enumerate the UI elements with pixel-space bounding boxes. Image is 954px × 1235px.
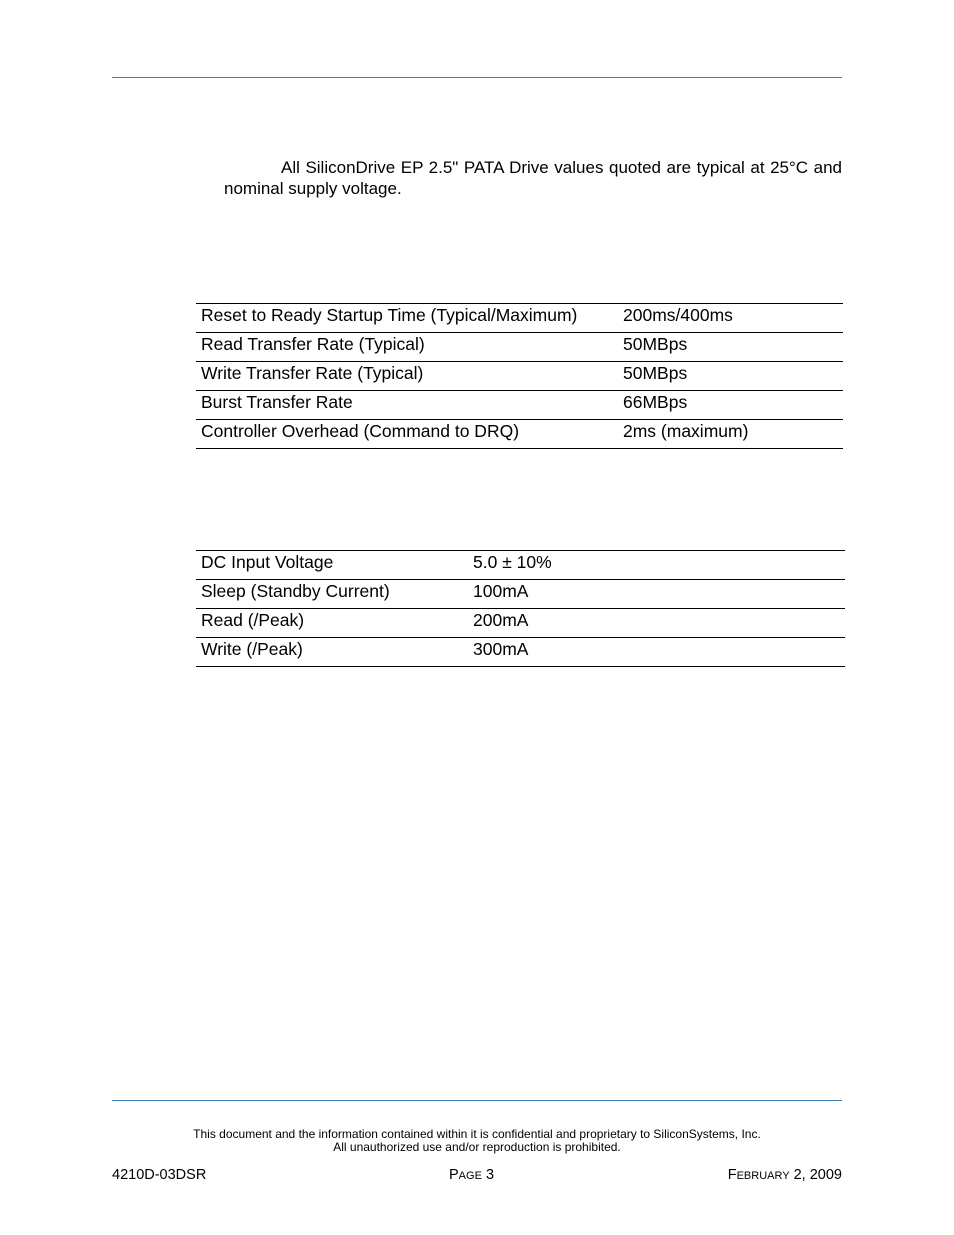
table-row [196, 638, 845, 667]
table-cell: DC Input Voltage [196, 551, 468, 580]
table-cell: Read (/Peak) [196, 609, 468, 638]
page-number-value: 3 [485, 1167, 495, 1183]
disclaimer-line: This document and the information contained within it is confidential and proprietary to SiliconSystems, Inc. [193, 1127, 761, 1141]
table-cell: 50MBps [618, 333, 843, 362]
table-cell: Reset to Ready Startup Time (Typical/Maximum) [196, 304, 618, 333]
table-cell: 5.0 ± 10% [468, 551, 845, 580]
table-row [196, 391, 843, 420]
table-cell: 200ms/400ms [618, 304, 843, 333]
table-cell: Read Transfer Rate (Typical) [196, 333, 618, 362]
table-cell: 50MBps [618, 362, 843, 391]
table-cell: 200mA [468, 609, 845, 638]
date-month-rest: EBRUARY [736, 1170, 790, 1182]
footer-rule [112, 1100, 842, 1101]
table-cell: Write (/Peak) [196, 638, 468, 667]
table-row [196, 420, 843, 449]
table-cell: 2ms (maximum) [618, 420, 843, 449]
performance-table [196, 303, 843, 449]
header-rule [112, 77, 842, 78]
intro-paragraph: All SiliconDrive EP 2.5" PATA Drive values quoted are typical at 25°C and nominal supply voltage. [224, 158, 842, 198]
table-cell: Controller Overhead (Command to DRQ) [196, 420, 618, 449]
power-table [196, 550, 845, 667]
table-cell: Sleep (Standby Current) [196, 580, 468, 609]
table-row [196, 609, 845, 638]
table-row [196, 362, 843, 391]
page-label-cap: P [449, 1167, 459, 1183]
table-row [196, 304, 843, 333]
table-cell: 100mA [468, 580, 845, 609]
date-tail: 2, 2009 [793, 1167, 842, 1183]
table-cell: Write Transfer Rate (Typical) [196, 362, 618, 391]
disclaimer-line: All unauthorized use and/or reproduction is prohibited. [333, 1140, 621, 1154]
footer-date [728, 1167, 842, 1185]
page-number [449, 1167, 494, 1185]
table-cell: 66MBps [618, 391, 843, 420]
table-cell: 300mA [468, 638, 845, 667]
table-row [196, 580, 845, 609]
table-cell: Burst Transfer Rate [196, 391, 618, 420]
confidentiality-notice [112, 1128, 842, 1154]
table-row [196, 333, 843, 362]
table-row [196, 551, 845, 580]
page-label-rest: AGE [458, 1170, 482, 1182]
date-cap: F [727, 1167, 737, 1183]
doc-number: 4210D-03DSR [112, 1167, 207, 1183]
